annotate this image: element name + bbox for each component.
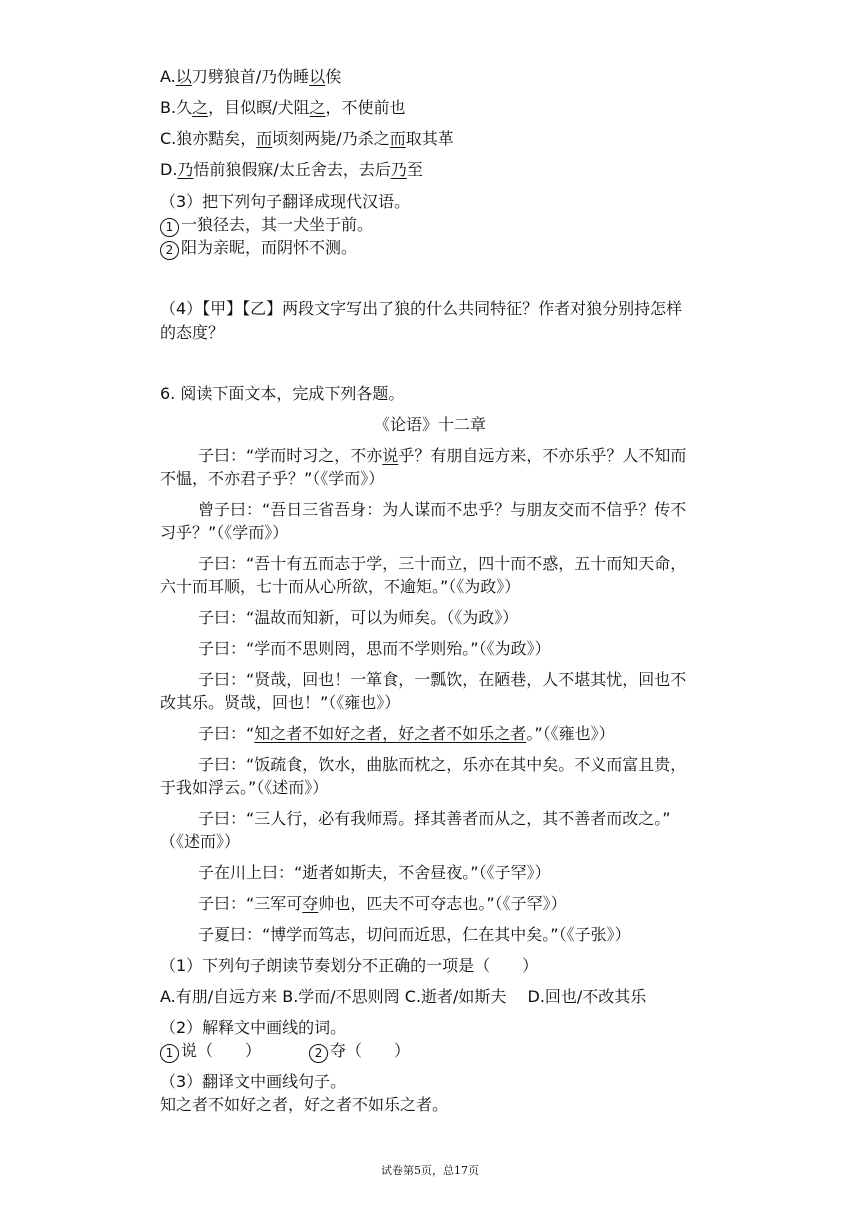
passage-p2-line-2: 习乎？”（《学而》）	[160, 523, 289, 542]
passage-p2-line-1: 曾子曰：“吾日三省吾身：为人谋而不忠乎？与朋友交而不信乎？传不	[198, 500, 687, 519]
circled-number: 2	[309, 1044, 328, 1063]
q5-sub3-item-2: 2 阳为亲昵，而阴怀不测。	[160, 238, 357, 260]
passage-p1-line-1: 子曰：“学而时习之，不亦说乎？有朋自远方来，不亦乐乎？人不知而	[198, 446, 687, 465]
passage-title: 《论语》十二章	[373, 415, 486, 434]
q6-sub1-title: （1）下列句子朗读节奏划分不正确的一项是（ ）	[160, 956, 539, 975]
passage-p6-line-1: 子曰：“贤哉，回也！一箪食，一瓢饮，在陋巷，人不堪其忧，回也不	[198, 670, 687, 689]
q6-heading: 6. 阅读下面文本，完成下列各题。	[160, 384, 405, 403]
underlined-word: 而	[256, 129, 273, 148]
q6-sub2-items: 1 说（ ） 2 夺（ ）	[160, 1041, 410, 1063]
q5-option-b: B.久之，目似瞑/犬阻之，不使前也	[160, 98, 406, 117]
underlined-sentence: 知之者不如好之者，好之者不如乐之者	[254, 724, 527, 743]
passage-p10: 子在川上曰：“逝者如斯夫，不舍昼夜。”（《子罕》）	[198, 863, 551, 882]
passage-p4: 子曰：“温故而知新，可以为师矣。（《为政》）	[198, 608, 519, 627]
underlined-word: 夺	[302, 894, 319, 913]
q5-option-a: A.以刀劈狼首/乃伪睡以俟	[160, 67, 342, 86]
underlined-word: 而	[389, 129, 406, 148]
underlined-word: 以	[175, 67, 192, 86]
passage-p1-line-2: 不愠，不亦君子乎？”（《学而》）	[160, 469, 385, 488]
passage-p8-line-2: 于我如浮云。”（《述而》）	[160, 778, 329, 797]
q6-sub2-title: （2）解释文中画线的词。	[160, 1018, 347, 1037]
passage-p6-line-2: 改其乐。贤哉，回也！”（《雍也》）	[160, 693, 401, 712]
underlined-word: 之	[192, 98, 209, 117]
q5-sub4-line-2: 的态度？	[160, 323, 225, 342]
q5-option-d: D.乃悟前狼假寐/太丘舍去，去后乃至	[160, 160, 423, 179]
passage-p8-line-1: 子曰：“饭疏食，饮水，曲肱而枕之，乐亦在其中矣。不义而富且贵，	[198, 755, 687, 774]
passage-p7: 子曰：“知之者不如好之者，好之者不如乐之者。”（《雍也》）	[198, 724, 615, 743]
passage-p9-line-2: （《述而》）	[160, 832, 241, 851]
page-footer: 试卷第5页，总17页	[381, 1164, 479, 1177]
q5-option-c: C.狼亦黠矣，而顷刻两毙/乃杀之而取其革	[160, 129, 454, 148]
q6-sub1-options: A.有朋/自远方来 B.学而/不思则罔 C.逝者/如斯夫 D.回也/不改其乐	[160, 987, 647, 1006]
passage-p9-line-1: 子曰：“三人行，必有我师焉。择其善者而从之，其不善者而改之。”	[198, 809, 671, 828]
q5-sub4-line-1: （4）【甲】【乙】两段文字写出了狼的什么共同特征？作者对狼分别持怎样	[160, 299, 683, 318]
underlined-word: 说	[382, 446, 399, 465]
underlined-word: 之	[309, 98, 326, 117]
passage-p3-line-1: 子曰：“吾十有五而志于学，三十而立，四十而不惑，五十而知天命，	[198, 554, 687, 573]
q5-sub3-title: （3）把下列句子翻译成现代汉语。	[160, 192, 411, 211]
q6-sub3-title: （3）翻译文中画线句子。	[160, 1072, 347, 1091]
underlined-word: 乃	[177, 160, 194, 179]
circled-number: 1	[160, 218, 179, 237]
passage-p5: 子曰：“学而不思则罔，思而不学则殆。”（《为政》）	[198, 639, 551, 658]
passage-p3-line-2: 六十而耳顺，七十而从心所欲，不逾矩。”（《为政》）	[160, 577, 521, 596]
circled-number: 1	[160, 1044, 179, 1063]
q5-sub3-item-1: 1 一狼径去，其一犬坐于前。	[160, 215, 373, 237]
circled-number: 2	[160, 241, 179, 260]
q6-sub3-text: 知之者不如好之者，好之者不如乐之者。	[160, 1095, 449, 1114]
underlined-word: 以	[309, 67, 326, 86]
underlined-word: 乃	[390, 160, 407, 179]
passage-p12: 子夏曰：“博学而笃志，切问而近思，仁在其中矣。”（《子张》）	[198, 925, 631, 944]
passage-p11: 子曰：“三军可夺帅也，匹夫不可夺志也。”（《子罕》）	[198, 894, 567, 913]
